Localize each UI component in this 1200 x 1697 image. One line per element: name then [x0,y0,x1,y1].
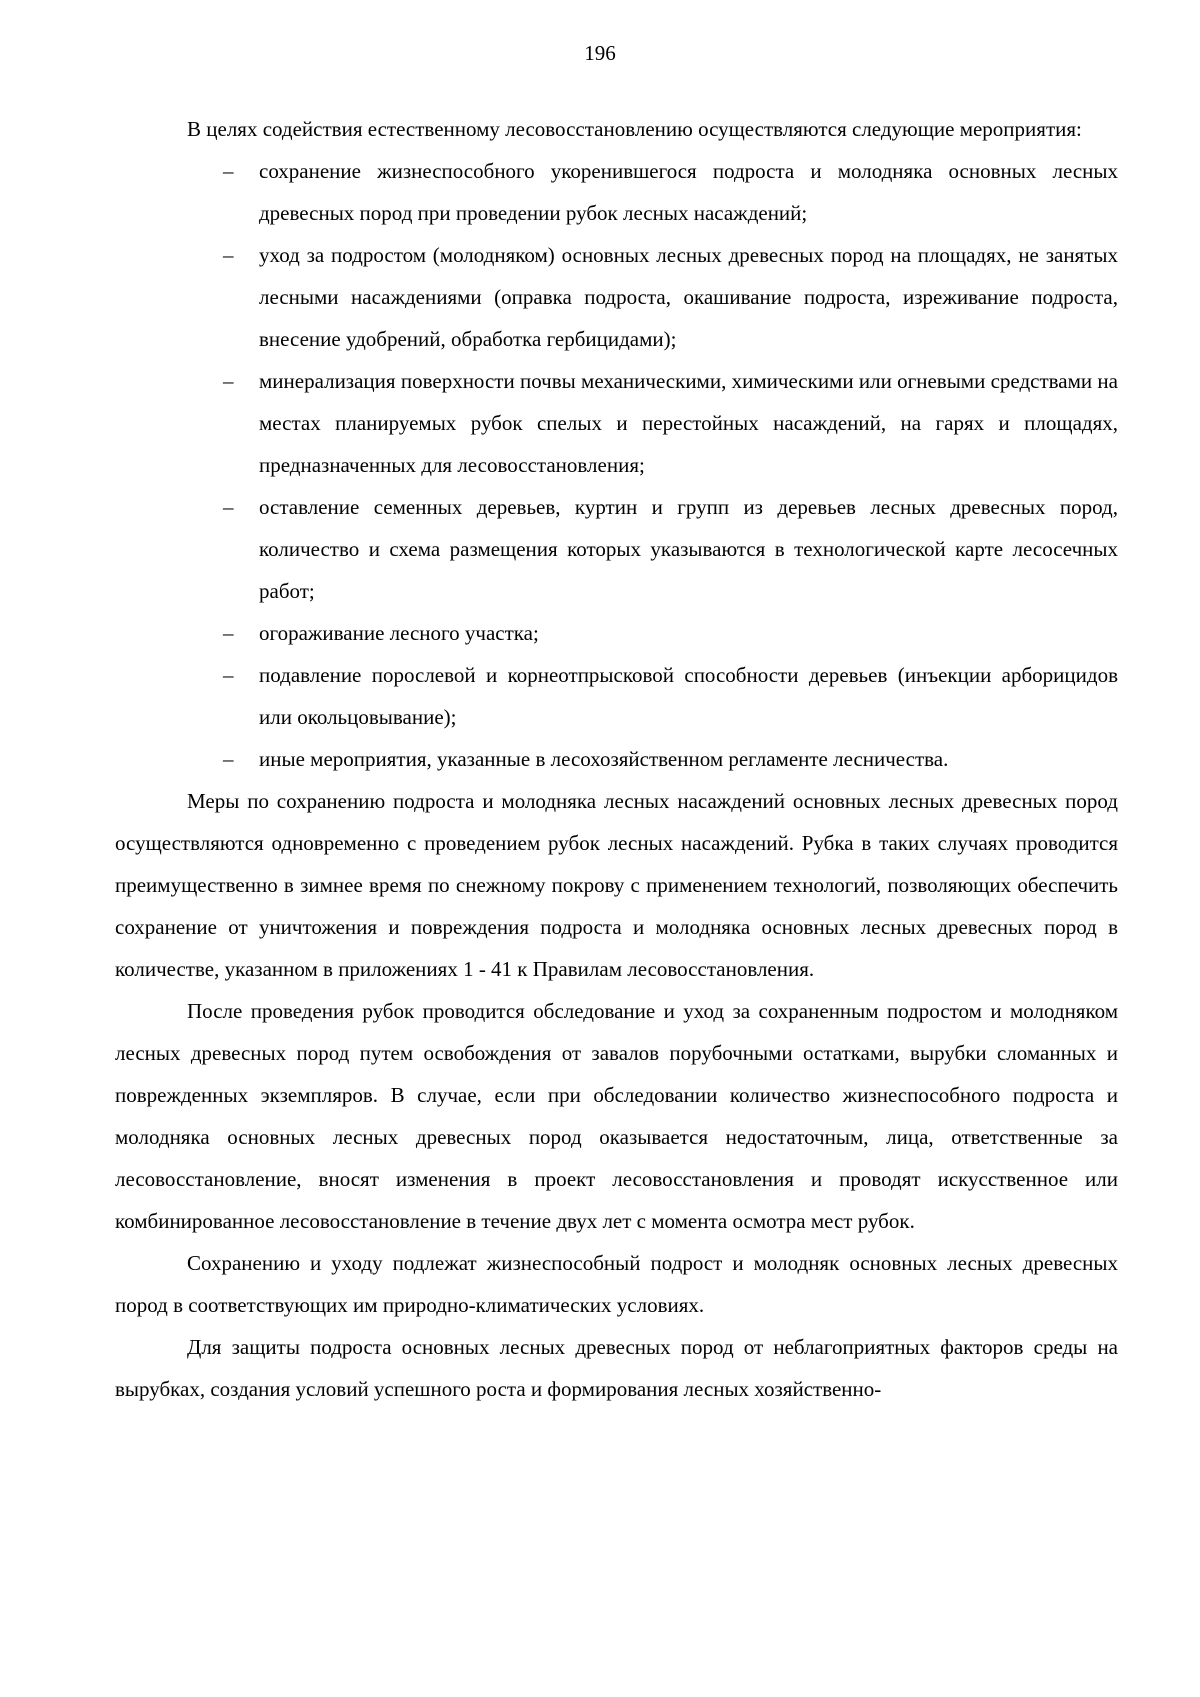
list-item [223,738,1118,780]
list-marker: – [223,747,234,771]
list-item [223,360,1118,486]
page-content [115,108,1118,1410]
list-item [223,654,1118,738]
measures-list [115,150,1118,780]
list-item [223,612,1118,654]
body-paragraph: Меры по сохранению подроста и молодняка лесных насаждений основных лесных древесных пород осуществляются одновременно с проведением рубок лесных насаждений. Рубка в таких случаях проводится преимущественно в зимнее время по снежному покрову с применением технологий, позволяющих обеспечить сохранение от уничтожения и повреждения подроста и молодняка основных лесных древесных пород в количестве, указанном в приложениях 1 - 41 к Правилам лесовосстановления. [115,789,1118,981]
list-item-text: минерализация поверхности почвы механическими, химическими или огневыми средствами на местах планируемых рубок спелых и перестойных насаждений, на гарях и площадях, предназначенных для лесовосстановления; [259,369,1118,477]
body-paragraph: Сохранению и уходу подлежат жизнеспособный подрост и молодняк основных лесных древесных пород в соответствующих им природно-климатических условиях. [115,1251,1118,1317]
intro-paragraph: В целях содействия естественному лесовосстановлению осуществляются следующие мероприятия: [187,117,1082,141]
list-marker: – [223,243,234,267]
list-marker: – [223,369,234,393]
list-item-text: подавление порослевой и корнеотпрысковой способности деревьев (инъекции арборицидов или окольцовывание); [259,663,1118,729]
list-marker: – [223,663,234,687]
list-item-text: сохранение жизнеспособного укоренившегося подроста и молодняка основных лесных древесных пород при проведении рубок лесных насаждений; [259,159,1118,225]
list-item [223,486,1118,612]
list-item-text: иные мероприятия, указанные в лесохозяйственном регламенте лесничества. [259,747,949,771]
list-item-text: уход за подростом (молодняком) основных лесных древесных пород на площадях, не занятых лесными насаждениями (оправка подроста, окашивание подроста, изреживание подроста, внесение удобрений, обработка гербицидами); [259,243,1118,351]
list-item [223,234,1118,360]
page-number: 196 [584,41,616,65]
list-item-text: оставление семенных деревьев, куртин и групп из деревьев лесных древесных пород, количество и схема размещения которых указываются в технологической карте лесосечных работ; [259,495,1118,603]
list-marker: – [223,159,234,183]
list-marker: – [223,495,234,519]
list-item-text: огораживание лесного участка; [259,621,539,645]
body-paragraph: После проведения рубок проводится обследование и уход за сохраненным подростом и молодняком лесных древесных пород путем освобождения от завалов порубочными остатками, вырубки сломанных и поврежденных экземпляров. В случае, если при обследовании количество жизнеспособного подроста и молодняка основных лесных древесных пород оказывается недостаточным, лица, ответственные за лесовосстановление, вносят изменения в проект лесовосстановления и проводят искусственное или комбинированное лесовосстановление в течение двух лет с момента осмотра мест рубок. [115,999,1118,1233]
list-item [223,150,1118,234]
list-marker: – [223,621,234,645]
body-paragraph: Для защиты подроста основных лесных древесных пород от неблагоприятных факторов среды на вырубках, создания условий успешного роста и формирования лесных хозяйственно- [115,1335,1118,1401]
